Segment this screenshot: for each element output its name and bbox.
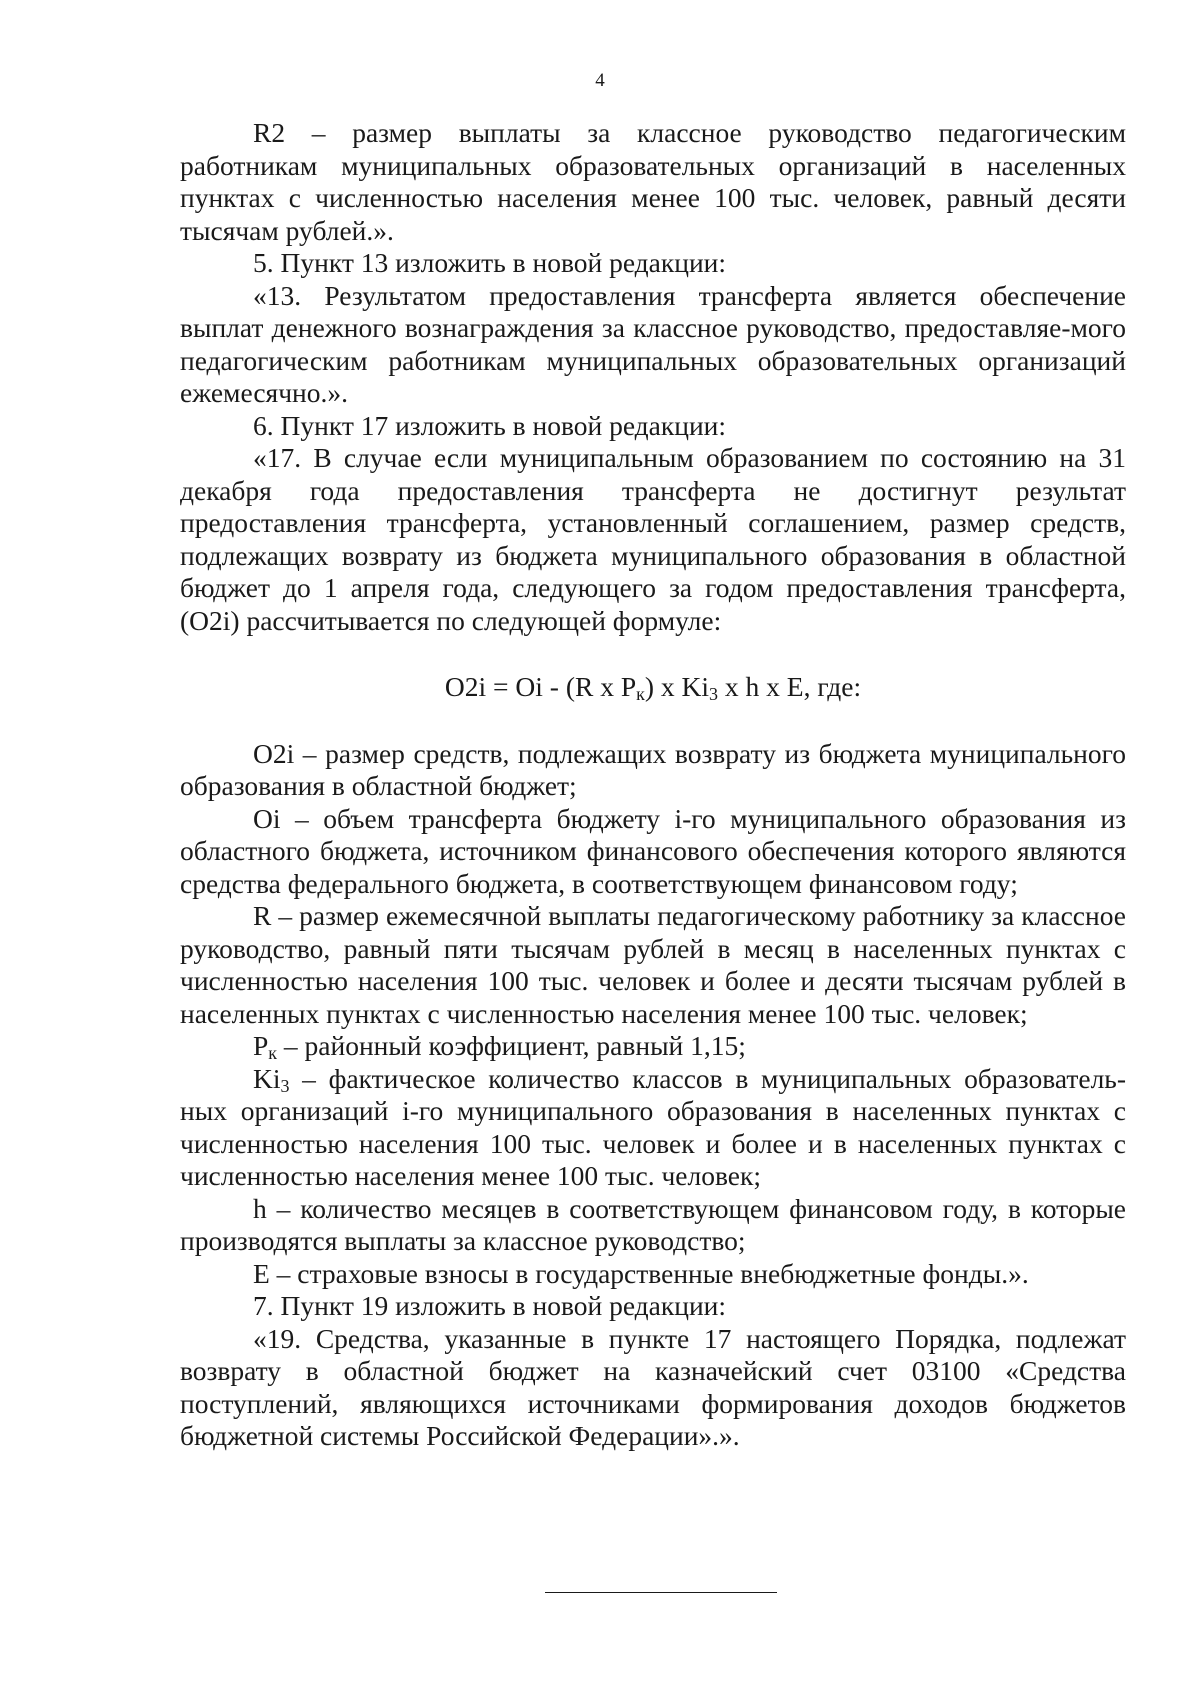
document-body	[180, 117, 1126, 1453]
formula-part-3: x h x E, где:	[718, 671, 862, 702]
pk-symbol: P	[253, 1030, 269, 1061]
formula	[180, 671, 1126, 704]
ki3-text: – фактическое количество классов в муниципальных образователь-ных организаций i-го муниципального образования в населенных пунктах с численностью населения 100 тыс. человек и более и в населенных пунктах с численностью населения менее 100 тыс. человек;	[180, 1062, 1126, 1191]
paragraph-item-5: 5. Пункт 13 изложить в новой редакции:	[253, 247, 727, 278]
pk-text: – районный коэффициент, равный 1,15;	[277, 1030, 746, 1061]
definition-o2i: O2i – размер средств, подлежащих возврату из бюджета муниципального образования в областной бюджет;	[180, 737, 1126, 801]
definition-r: R – размер ежемесячной выплаты педагогическому работнику за классное руководство, равный пяти тысячам рублей в месяц в населенных пунктах с численностью населения 100 тыс. человек и более и десяти тысячам рублей в населенных пунктах с численностью населения менее 100 тыс. человек;	[180, 900, 1126, 1029]
formula-part-1: O2i = Oi - (R x P	[444, 671, 637, 702]
definition-pk	[180, 1030, 1126, 1063]
formula-subscript-k: к	[636, 684, 645, 704]
paragraph-item-6: 6. Пункт 17 изложить в новой редакции:	[253, 409, 727, 441]
paragraph-point-13: «13. Результатом предоставления трансферта является обеспечение выплат денежного вознаграждения за классное руководство, предоставляе-мого педагогическим работникам муниципальных образовательных организаций ежемесячно.».	[180, 279, 1126, 408]
paragraph-point-17: «17. В случае если муниципальным образованием по состоянию на 31 декабря года предоставления трансферта не достигнут результат предоставления трансферта, установленный соглашением, размер средств, подлежащих возврату из бюджета муниципального образования в областной бюджет до 1 апреля года, следующего за годом предоставления трансферта, (O2i) рассчитывается по следующей формуле:	[180, 442, 1126, 636]
end-of-document-rule	[545, 1592, 777, 1593]
ki3-symbol: Ki	[253, 1062, 281, 1094]
definition-e: E – страховые взносы в государственные внебюджетные фонды.».	[253, 1257, 1029, 1289]
definition-h: h – количество месяцев в соответствующем финансовом году, в которые производятся выплаты за классное руководство;	[180, 1192, 1126, 1256]
formula-part-2: ) x Ki	[644, 671, 710, 702]
ki3-subscript: 3	[280, 1075, 290, 1096]
formula-subscript-3: 3	[709, 684, 719, 704]
paragraph-r2-definition: R2 – размер выплаты за классное руководство педагогическим работникам муниципальных образовательных организаций в населенных пунктах с численностью населения менее 100 тыс. человек, равный десяти тысячам рублей.».	[180, 117, 1126, 246]
definition-ki3	[180, 1063, 1126, 1193]
page-number: 4	[595, 70, 605, 91]
paragraph-point-19: «19. Средства, указанные в пункте 17 настоящего Порядка, подлежат возврату в областной бюджет на казначейский счет 03100 «Средства поступлений, являющихся источниками формирования доходов бюджетов бюджетной системы Российской Федерации».».	[180, 1322, 1126, 1451]
paragraph-item-7: 7. Пункт 19 изложить в новой редакции:	[253, 1290, 727, 1321]
definition-oi: Oi – объем трансферта бюджету i-го муниципального образования из областного бюджета, источником финансового обеспечения которого являются средства федерального бюджета, в соответствующем финансовом году;	[180, 802, 1126, 899]
pk-subscript: к	[268, 1043, 278, 1063]
